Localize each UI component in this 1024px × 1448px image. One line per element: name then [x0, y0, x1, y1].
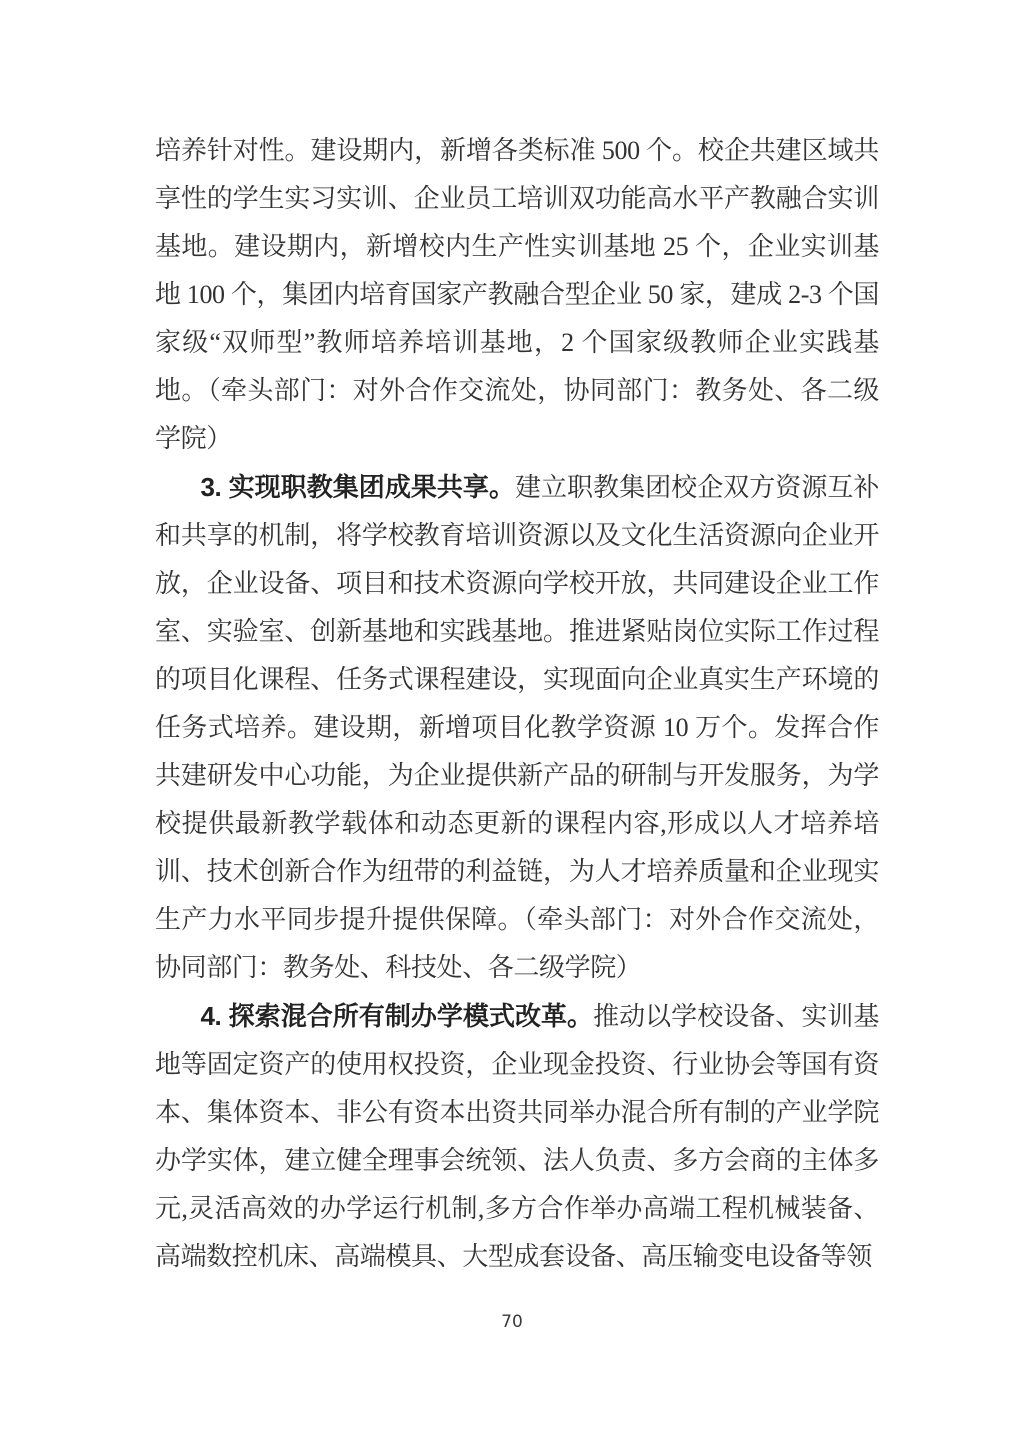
page-footer: [0, 1312, 1024, 1332]
paragraph-text: 培养针对性。建设期内，新增各类标准 500 个。校企共建区域共享性的学生实习实训、企业员工培训双功能高水平产教融合实训基地。建设期内，新增校内生产性实训基地 25 个，企业实训基地 100 个，集团内培育国家产教融合型企业 50 家，建成 2-3 个国家级“双师型”教师培养培训基地，2 个国家级教师企业实践基地。（牵头部门：对外合作交流处，协同部门：教务处、各二级学院）: [155, 136, 879, 453]
paragraph-heading: 3. 实现职教集团成果共享。: [200, 472, 515, 502]
body-paragraph: [155, 992, 879, 1281]
page-content: [155, 126, 879, 1281]
page-number: 70: [501, 1312, 523, 1332]
paragraph-heading: 4. 探索混合所有制办学模式改革。: [200, 1001, 594, 1031]
body-paragraph: [155, 126, 879, 463]
paragraph-text: 建立职教集团校企双方资源互补和共享的机制，将学校教育培训资源以及文化生活资源向企业开放，企业设备、项目和技术资源向学校开放，共同建设企业工作室、实验室、创新基地和实践基地。推进紧贴岗位实际工作过程的项目化课程、任务式课程建设，实现面向企业真实生产环境的任务式培养。建设期，新增项目化教学资源 10 万个。发挥合作共建研发中心功能，为企业提供新产品的研制与开发服务，为学校提供最新教学载体和动态更新的课程内容,形成以人才培养培训、技术创新合作为纽带的利益链，为人才培养质量和企业现实生产力水平同步提升提供保障。（牵头部门：对外合作交流处，协同部门：教务处、科技处、各二级学院）: [155, 473, 879, 982]
paragraph-text: 推动以学校设备、实训基地等固定资产的使用权投资，企业现金投资、行业协会等国有资本、集体资本、非公有资本出资共同举办混合所有制的产业学院办学实体，建立健全理事会统领、法人负责、多方会商的主体多元,灵活高效的办学运行机制,多方合作举办高端工程机械装备、高端数控机床、高端模具、大型成套设备、高压输变电设备等领: [155, 1002, 879, 1271]
body-paragraph: [155, 463, 879, 992]
